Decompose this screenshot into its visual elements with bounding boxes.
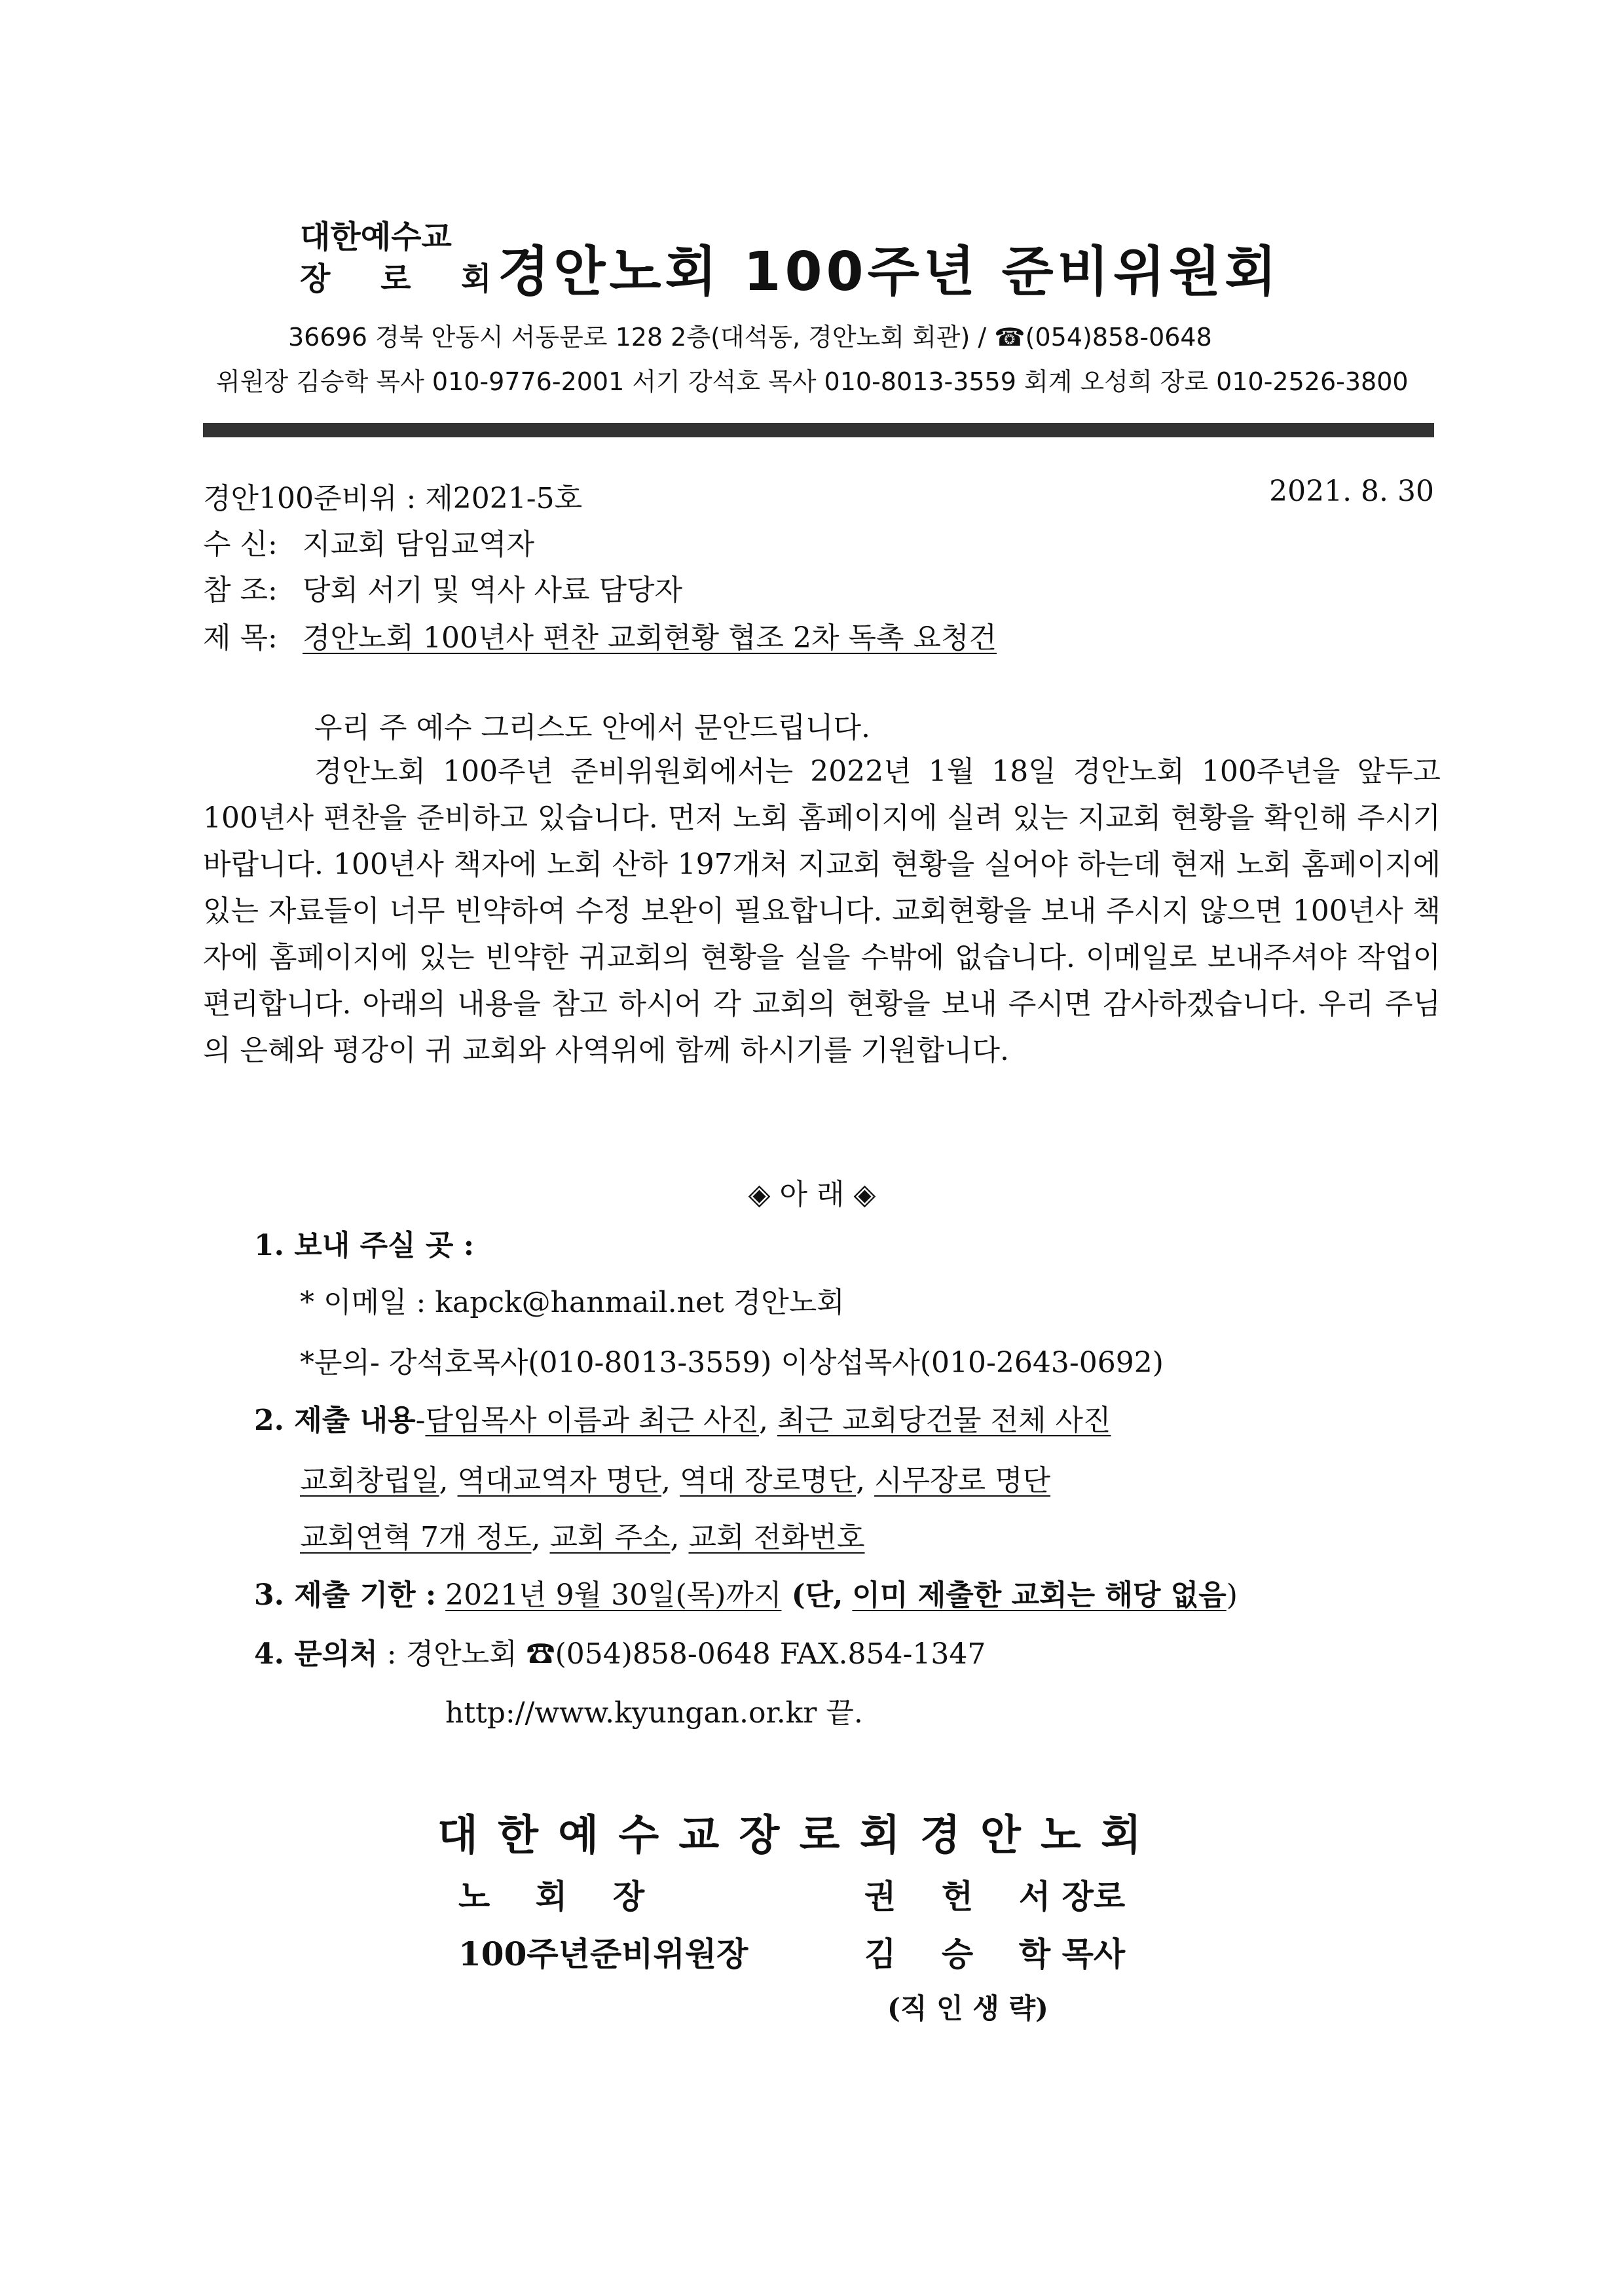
item-2-value-5: 역대 장로명단 — [680, 1464, 857, 1497]
org-line-2: 장 로 회 — [300, 261, 511, 297]
subject-label: 제 목: — [203, 621, 278, 655]
recipient-row — [203, 520, 534, 562]
header-divider — [203, 423, 1434, 437]
recipient-label: 수 신: — [203, 528, 278, 561]
phone-icon: ☎ — [526, 1637, 555, 1671]
signature-name-1: 권 헌 서 장로 — [864, 1877, 1126, 1916]
item-3-note: 이미 제출한 교회는 해당 없음 — [852, 1578, 1227, 1612]
item-3-title: 3. 제출 기한 : — [254, 1578, 437, 1612]
item-2-value-9: 교회 전화번호 — [688, 1521, 865, 1554]
item-1-email: * 이메일 : kapck@hanmail.net 경안노회 — [300, 1286, 845, 1319]
website-url: http://www.kyungan.or.kr 끝. — [445, 1696, 863, 1730]
item-4-title: 4. 문의처 — [254, 1637, 378, 1671]
comma: , — [670, 1521, 680, 1554]
item-2-title: 2. 제출 내용 — [254, 1404, 416, 1437]
item-2-row-1 — [254, 1396, 1111, 1438]
comma: , — [661, 1464, 671, 1497]
signature-name-2: 김 승 학 목사 — [864, 1935, 1126, 1973]
item-2-value-3: 교회창립일 — [300, 1464, 439, 1497]
seal-omitted-note: (직 인 생 략) — [887, 1992, 1048, 2024]
item-2-row-3 — [300, 1514, 865, 1556]
subject-row — [203, 614, 997, 656]
reference-row — [203, 566, 682, 608]
item-2-value-7: 교회연혁 7개 정도 — [300, 1521, 532, 1554]
notice-heading: ◈ 아 래 ◈ — [748, 1178, 876, 1211]
comma: , — [758, 1404, 768, 1437]
address-phone: (054)858-0648 — [1025, 323, 1212, 352]
item-2-value-2: 최근 교회당건물 전체 사진 — [777, 1404, 1111, 1437]
comma: , — [856, 1464, 866, 1497]
item-2-value-1: 담임목사 이름과 최근 사진 — [425, 1404, 759, 1437]
comma: , — [439, 1464, 449, 1497]
org-line-1: 대한예수교 — [300, 219, 452, 255]
item-3-note-close: ) — [1226, 1578, 1238, 1612]
address-line — [288, 317, 1212, 353]
document-number: 경안100준비위 : 제2021-5호 — [203, 482, 583, 515]
item-2-separator: - — [415, 1404, 426, 1437]
comma: , — [531, 1521, 541, 1554]
item-4-phone: (054)858-0648 FAX.854-1347 — [555, 1637, 986, 1671]
recipient: 지교회 담임교역자 — [303, 528, 535, 561]
body-paragraph: 경안노회 100주년 준비위원회에서는 2022년 1월 18일 경안노회 100주년을 앞두고 100년사 편찬을 준비하고 있습니다. 먼저 노회 홈페이지에 실려 있는 지교회 현황을 확인해 주시기 바랍니다. 100년사 책자에 노회 산하 197개처 지교회 현황을 실어야 하는데 현재 노회 홈페이지에 있는 자료들이 너무 빈약하여 수정 보완이 필요합니다. 교회현황을 보내 주시지 않으면 100년사 책자에 홈페이지에 있는 빈약한 귀교회의 현황을 실을 수밖에 없습니다. 이메일로 보내주셔야 작업이 편리합니다. 아래의 내용을 참고 하시어 각 교회의 현황을 보내 주시면 감사하겠습니다. 우리 주님의 은혜와 평강이 귀 교회와 사역위에 함께 하시기를 기원합니다. — [203, 755, 1441, 1067]
item-2-value-6: 시무장로 명단 — [874, 1464, 1051, 1497]
phone-icon: ☎ — [994, 323, 1025, 352]
item-2-row-2 — [300, 1457, 1050, 1499]
committee-title: 경안노회 100주년 준비위원회 — [498, 241, 1281, 303]
reference: 당회 서기 및 역사 사료 담당자 — [303, 574, 682, 607]
signature-role-1: 노 회 장 — [458, 1877, 645, 1916]
signature-org: 대 한 예 수 교 장 로 회 경 안 노 회 — [437, 1811, 1144, 1860]
contacts-line: 위원장 김승학 목사 010-9776-2001 서기 강석호 목사 010-8013-3559 회계 오성희 장로 010-2526-3800 — [216, 367, 1409, 396]
reference-label: 참 조: — [203, 574, 278, 607]
item-4-text: : 경안노회 — [377, 1637, 526, 1671]
org-name — [300, 216, 511, 300]
item-1-title-text: 1. 보내 주실 곳 : — [254, 1229, 474, 1262]
item-4-row — [254, 1630, 986, 1672]
document-date: 2021. 8. 30 — [1269, 475, 1434, 508]
address-text: 36696 경북 안동시 서동문로 128 2층(대석동, 경안노회 회관) / — [288, 323, 995, 352]
signature-role-2: 100주년준비위원장 — [458, 1935, 748, 1973]
item-3-row — [254, 1571, 1238, 1613]
item-3-note-open: (단, — [781, 1578, 843, 1612]
greeting: 우리 주 예수 그리스도 안에서 문안드립니다. — [314, 711, 870, 744]
item-1-title — [254, 1222, 474, 1264]
item-2-value-4: 역대교역자 명단 — [457, 1464, 662, 1497]
subject: 경안노회 100년사 편찬 교회현황 협조 2차 독촉 요청건 — [303, 621, 997, 655]
item-2-value-8: 교회 주소 — [549, 1521, 671, 1554]
item-3-deadline: 2021년 9월 30일(목)까지 — [445, 1578, 782, 1612]
item-1-inquiry: *문의- 강석호목사(010-8013-3559) 이상섭목사(010-2643-0692) — [300, 1346, 1164, 1379]
